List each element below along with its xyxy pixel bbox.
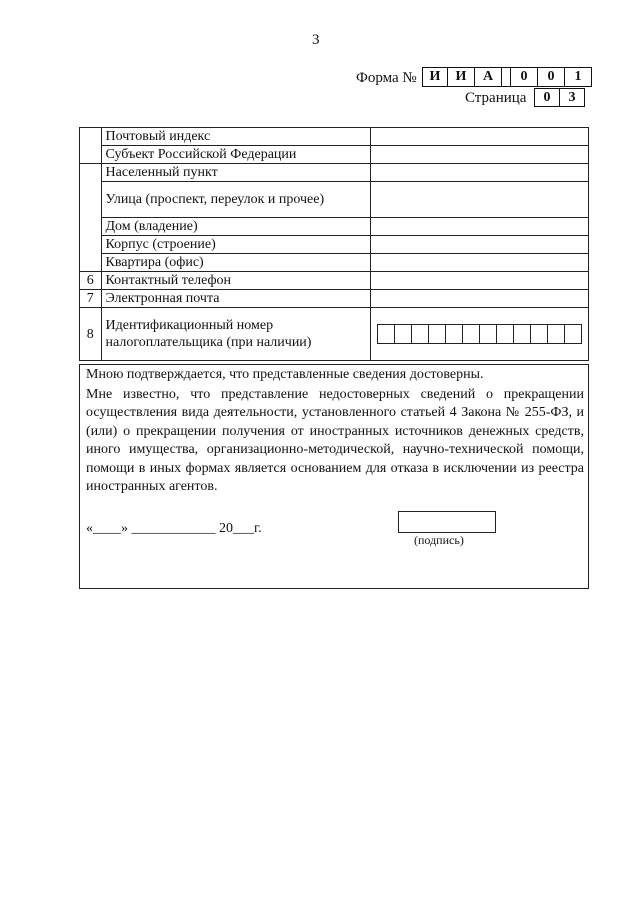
row-number [80, 164, 102, 272]
row-number: 7 [80, 290, 102, 308]
form-code-separator [501, 68, 510, 86]
form-number-cells [422, 67, 592, 87]
form-code-cell: А [474, 68, 501, 86]
page-number: 3 [312, 32, 320, 48]
table-row [80, 290, 589, 308]
row-label: Населенный пункт [101, 164, 370, 182]
table-row [80, 182, 589, 218]
table-row [80, 128, 589, 146]
page-label: Страница [465, 90, 527, 106]
postal-code-field[interactable] [370, 128, 588, 146]
table-row [80, 146, 589, 164]
form-code-cell: 0 [510, 68, 537, 86]
row-label: Контактный телефон [101, 272, 370, 290]
page-code-cell: 3 [559, 89, 584, 106]
inn-digit-grid [377, 324, 582, 344]
row-label: Квартира (офис) [101, 254, 370, 272]
address-contact-table [79, 127, 589, 361]
building-field[interactable] [370, 236, 588, 254]
row-label: Дом (владение) [101, 218, 370, 236]
form-number-label: Форма № [356, 70, 417, 86]
signature-caption: (подпись) [414, 533, 464, 547]
street-field[interactable] [370, 182, 588, 218]
row-label: Почтовый индекс [101, 128, 370, 146]
form-code-cell: 1 [564, 68, 591, 86]
row-number [80, 128, 102, 164]
row-label: Улица (проспект, переулок и прочее) [101, 182, 370, 218]
page-code-cell: 0 [543, 90, 551, 105]
declaration-paragraph: Мне известно, что представление недостоверных сведений о прекращении осуществления вида деятельности, установленного статьей 4 Закона № 255-ФЗ, и (или) о прекращении получения от иностранных источников денежных средств, иного имущества, организационно-методической, научно-технической помощи, помощи в иных формах является основанием для отказа в исключении из реестра иностранных агентов. [86, 387, 584, 495]
row-label: Идентификационный номер налогоплательщика (при наличии) [101, 308, 370, 361]
signature-box[interactable] [398, 511, 496, 533]
table-row [80, 308, 589, 361]
declaration-confirmation: Мною подтверждается, что представленные сведения достоверны. [86, 367, 484, 382]
apartment-field[interactable] [370, 254, 588, 272]
form-code-cell: И [447, 68, 474, 86]
row-number: 8 [80, 308, 102, 361]
date-line: «____» ____________ 20___г. [86, 521, 262, 536]
row-number: 6 [80, 272, 102, 290]
declaration-block [79, 364, 589, 589]
page-number-cells [534, 88, 585, 107]
house-field[interactable] [370, 218, 588, 236]
locality-field[interactable] [370, 164, 588, 182]
form-code-cell: 0 [537, 68, 564, 86]
row-label: Электронная почта [101, 290, 370, 308]
region-field[interactable] [370, 146, 588, 164]
form-code-cell: И [429, 69, 441, 84]
phone-field[interactable] [370, 272, 588, 290]
row-label: Корпус (строение) [101, 236, 370, 254]
email-field[interactable] [370, 290, 588, 308]
table-row [80, 272, 589, 290]
table-row [80, 164, 589, 182]
table-row [80, 236, 589, 254]
inn-field[interactable] [370, 308, 588, 361]
table-row [80, 254, 589, 272]
table-row [80, 218, 589, 236]
row-label: Субъект Российской Федерации [101, 146, 370, 164]
